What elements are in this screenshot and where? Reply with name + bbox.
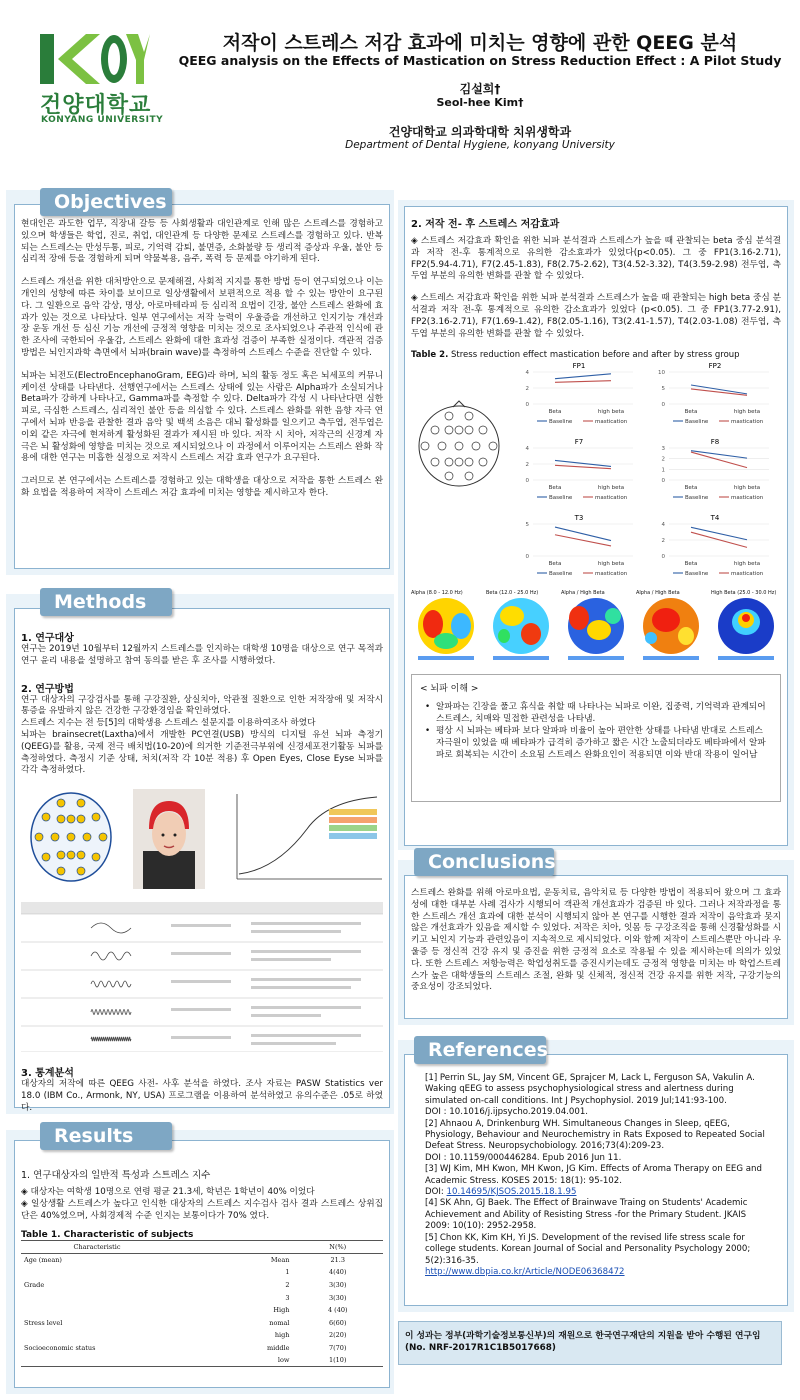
author-korean: 김설희† — [459, 82, 501, 96]
results-bullet: ◈ 대상자는 여학생 10명으로 연령 평균 21.3세, 학년은 1학년이 40% 이었다 — [21, 1187, 315, 1197]
reference-doi: DOI: 10.14695/KJSOS.2015.18.1.95 — [425, 1187, 577, 1198]
conclusions-heading: Conclusions — [414, 848, 554, 876]
y-tick-label: 0 — [661, 402, 665, 409]
chart-title: T3 — [574, 514, 584, 523]
table-row: high 2(20) — [274, 1331, 347, 1340]
y-tick-label: 0 — [661, 478, 665, 485]
stress-results-box — [404, 206, 788, 846]
reference-item: [1] Perrin SL, Jay SM, Vincent GE, Sprajcer M, Lack L, Ferguson SA, Vakulin A. Waking qEEG to assess psychophysiological stress and alertness during simulated on-call conditions. Int J Psychophysiol. 2019 Jul;141:93-100. — [425, 1073, 755, 1106]
y-tick-label: 2 — [661, 457, 665, 464]
results-box — [14, 1140, 390, 1388]
chart-title: FP1 — [572, 362, 586, 371]
x-tick-label: high beta — [733, 485, 761, 492]
legend-label: mastication — [595, 571, 628, 578]
x-tick-label: Beta — [548, 485, 562, 492]
topo-map: Alpha / High Beta — [561, 590, 631, 666]
legend-label: mastication — [731, 571, 764, 578]
methods-figure-row — [21, 789, 383, 894]
y-tick-label: 0 — [525, 554, 529, 561]
methods-section-title: 2. 연구방법 — [21, 683, 74, 695]
brain-topo-map-icon — [486, 596, 556, 662]
objectives-box — [14, 204, 390, 569]
reference-item: [3] WJ Kim, MH Kwon, MH Kwon, JG Kim. Effects of Aroma Therapy on EEG and Academic Stress. KOSES 2015: 18(1): 95-102. — [425, 1164, 762, 1186]
chart-title: F8 — [710, 438, 720, 447]
legend-label: Baseline — [549, 495, 573, 502]
y-tick-label: 2 — [525, 386, 529, 393]
logo-korean-text: 건양대학교 — [40, 93, 152, 118]
reference-item: [5] Chon KK, Kim KH, Yi JS. Development of the revised life stress scale for college students. Korean Journal of Social and Personality Psychology 2000; 5(2):316-35. — [425, 1232, 751, 1266]
university-logo-icon — [40, 32, 150, 86]
legend-label: Baseline — [685, 495, 709, 502]
table-row: Socioeconomic status middle 7(70) — [24, 1343, 347, 1352]
topo-map: High Beta (25.0 - 30.0 Hz) — [711, 590, 781, 666]
methods-text: 스트레스 지수는 전 등[5]의 대학생용 스트레스 설문지를 이용하여조사 하였다 — [21, 718, 316, 729]
legend-label: mastication — [731, 419, 764, 426]
x-tick-label: high beta — [597, 409, 625, 416]
objectives-paragraph: 뇌파는 뇌전도(ElectroEncephanoGram, EEG)라 하며, 뇌의 활동 정도 혹은 뇌세포의 커뮤니케이션 상태를 나타낸다. 선행연구에서는 스트레스 상태에 있는 사람은 Alpha파가 소실되거나 Beta파가 강하게 나타나고, Gamma파를 측정할 수 있다. Delta파가 각성 시 나타난다면 심한 피로, 극심한 스트레스, 심리적인 불안 등을 의심할 수 있다. 스트레스 완화를 위한 음향 자극 연구에서 뇌파 반응을 관찰한 결과 음악 및 백색 소음은 대뇌 활성화를 일으키고 측두엽, 전두엽은 이외 같은 자극에 현저하게 활성화된 결과가 제시된 바 있다. 저작 시 치아, 저작근의 신경계 자극은 뇌 활성화에 영향을 미치는 것으로 제시되었으나 이 과정에서 이루어지는 스트레스 완화 작용에 대한 연구는 미흡한 실정으로 저작시 스트레스 저감 효과 연구가 요구된다. — [21, 370, 383, 464]
brain-topo-map-icon — [711, 596, 781, 662]
dbpia-link[interactable]: http://www.dbpia.co.kr/Article/NODE06368472 — [425, 1266, 625, 1277]
y-tick-label: 2 — [661, 538, 665, 545]
line-chart — [526, 438, 634, 501]
methods-text: 대상자의 저작에 따른 QEEG 사전- 사후 분석을 하였다. 조사 자료는 PASW Statistics ver 18.0 (IBM Co., Armonk, NY, USA) 프로그램을 이용하여 분석하였고 유의수준은 .05로 하였다. — [21, 1079, 383, 1113]
brain-topo-map-icon — [411, 596, 481, 662]
y-tick-label: 5 — [525, 522, 529, 529]
table-row: High 4 (40) — [273, 1306, 348, 1315]
reference-link-row — [425, 1267, 767, 1278]
line-chart — [662, 514, 770, 577]
electrode-map-icon — [413, 400, 505, 500]
line-chart — [526, 514, 634, 577]
table-header-row: Characteristic N(%) — [21, 1241, 383, 1254]
methods-text: 뇌파는 brainsecret(Laxtha)에서 개발한 PC연결(USB) 방식의 디지털 유선 뇌파 측정기(QEEG)를 활용, 국제 전극 배치법(10-20)에 의거한 기준전극부위에 신경세포전기활동 뇌파를 측정하였다. 측정시 기준 상태, 처치(저작 각 10분 적용) 후 Open Eyes, Close Eyse 뇌파를 각각 측정하였다. — [21, 729, 383, 776]
characteristics-table — [21, 1240, 383, 1367]
legend-label: mastication — [595, 419, 628, 426]
reference-doi: DOI : 10.1016/j.ijpsycho.2019.04.001. — [425, 1107, 589, 1118]
brainwave-explainer-title: < 뇌파 이해 > — [420, 684, 479, 695]
chart-title: F7 — [574, 438, 584, 447]
arousal-curve-chart-icon — [217, 789, 387, 889]
series-line — [555, 535, 611, 546]
series-line — [555, 381, 611, 383]
brainwave-explainer-box — [411, 674, 781, 802]
y-tick-label: 5 — [661, 386, 665, 393]
results-section-title: 1. 연구대상자의 일반적 특성과 스트레스 지수 — [21, 1170, 211, 1181]
objectives-paragraph: 그러므로 본 연구에서는 스트레스를 경험하고 있는 대학생을 대상으로 저작을 통한 스트레스 완화 요법을 적용하여 저작이 스트레스 저감 효과에 미치는 영향을 제시하고자 한다. — [21, 476, 383, 498]
funding-acknowledgement: 이 성과는 정부(과학기술정보통신부)의 재원으로 한국연구재단의 지원을 받아 수행된 연구임(No. NRF-2017R1C1B5017668) — [398, 1321, 782, 1365]
brain-topo-map-icon — [636, 596, 706, 662]
chart-title: FP2 — [708, 362, 722, 371]
x-tick-label: high beta — [597, 561, 625, 568]
objectives-heading: Objectives — [40, 188, 172, 216]
objectives-paragraph: 현대인은 과도한 업무, 직장내 갈등 등 사회생활과 대인관계로 인해 많은 스트레스를 경험하고 있으며 학생들은 학업, 진로, 취업, 대인관계 등 다양한 문제로 스트레스를 경험하고 있다. 반복되는 스트레스는 만성두통, 피로, 기억력 감퇴, 불면증, 소화불량 등 생리적 증상과 우울, 불안 등 심리적 장애 등을 경험하게 되며 약물복용, 음주, 폭력 등 문제를 야기하게 된다. — [21, 219, 383, 265]
references-heading: References — [414, 1036, 546, 1064]
y-tick-label: 10 — [658, 370, 665, 377]
eeg-cap-photo-icon — [133, 789, 205, 889]
stress-bullet: ◈ 스트레스 저감효과 확인을 위한 뇌파 분석결과 스트레스가 높을 때 관찰되는 high beta 중심 분석결과 저작 전-후 통계적으로 유의한 감소효과가 있었다 (p<0.05). 그 중 FP1(3.77-2.91), FP2(3.16-2.71), F7(1.69-1.42), F8(2.05-1.16), T3(2.41-1.57), T4(2.03-1.08) 전두엽, 측두엽 부분의 유의한 변화를 관찰 할 수 있었다. — [411, 293, 781, 339]
table-row: Grade 2 3(30) — [24, 1280, 347, 1289]
y-tick-label: 0 — [661, 554, 665, 561]
stress-section-title: 2. 저작 전- 후 스트레스 저감효과 — [411, 219, 560, 230]
line-chart — [662, 438, 770, 501]
line-chart — [658, 362, 769, 425]
methods-section-title: 1. 연구대상 — [21, 633, 74, 644]
y-tick-label: 1 — [661, 467, 665, 474]
table-row: Age (mean) Mean 21.3 — [24, 1256, 345, 1265]
x-tick-label: high beta — [733, 409, 761, 416]
reference-item: [2] Ahnaou A, Drinkenburg WH. Simultaneous Changes in Sleep, qEEG, Physiology, Behaviour and Neurochemistry in Rats Exposed to Repeated Social Defeat Stress. Neuropsychobiology. 2016;73(4):209-23. — [425, 1118, 765, 1152]
electrode-line-charts — [511, 360, 783, 588]
legend-label: mastication — [595, 495, 628, 502]
table-row: 1 4(40) — [285, 1268, 347, 1277]
references-box — [404, 1054, 788, 1306]
legend-label: Baseline — [685, 419, 709, 426]
affiliation-korean: 건양대학교 의과학대학 치위생학과 — [388, 125, 572, 139]
y-tick-label: 4 — [661, 522, 665, 529]
x-tick-label: high beta — [597, 485, 625, 492]
list-item: • 평상 시 뇌파는 베타파 보다 알파파 비율이 높아 편안한 상태를 나타냄 반대로 스트레스 자극원이 있었을 때 베타파가 급격히 증가하고 짧은 시간 노출되더라도 베타파에서 알파파로 회복되는 시간이 소요됨 스트레스 완화요인이 적용되면 이와 반대 작용이 일어남 — [420, 726, 772, 761]
reference-doi: DOI : 10.1159/000446284. Epub 2016 Jun 11. — [425, 1152, 622, 1163]
x-tick-label: Beta — [684, 409, 698, 416]
logo-english-text: KONYANG UNIVERSITY — [41, 115, 164, 125]
y-tick-label: 4 — [525, 446, 529, 453]
author-english: Seol-hee Kim† — [436, 96, 524, 109]
legend-label: Baseline — [549, 571, 573, 578]
table2-figure — [411, 360, 781, 588]
table2-caption: Table 2. Stress reduction effect mastication before and after by stress group — [411, 350, 740, 361]
y-tick-label: 3 — [661, 446, 665, 453]
legend-label: Baseline — [685, 571, 709, 578]
conclusions-text: 스트레스 완화를 위해 아로마요법, 운동치료, 음악치료 등 다양한 방법이 적용되어 왔으며 그 효과성에 대한 대부분 사례 검사가 시행되어 객관적 개선효과가 검증된 바 있다. 그러나 저작과정을 통한 스트레스 개선 효과에 대한 분석이 시행되지 않아 본 연구를 시행한 결과 저작이 음악효과 못지 않은 개선효과가 있음을 제시할 수 있었다. 저작은 치아, 잇몸 등 구강조직을 통해 신경활성화를 시키고 뇌인지 기능과 관련있음이 지속적으로 제시되었다. 이와 함께 저작이 스트레스뿐만 아니라 우울증 등 정신적 건강 유지 및 증진을 위한 긍정적 요소로 작용될 수 있을 제시하는데 의의가 있었다. 또한 스트레스 저항능력은 학업성취도를 증진시키는데도 긍정적 영향을 미치는 바 학업스트레스가 높은 대학생들의 스트레스 조절, 완화 및 신체적, 정신적 건강 유지를 위한 저작, 구강기능의 중요성이 강조되었다. — [411, 888, 781, 993]
y-tick-label: 0 — [525, 478, 529, 485]
x-tick-label: high beta — [733, 561, 761, 568]
y-tick-label: 4 — [525, 370, 529, 377]
x-tick-label: Beta — [684, 485, 698, 492]
series-line — [691, 528, 747, 540]
methods-text: 연구 대상자의 구강검사를 통해 구강질환, 상실치아, 악관절 질환으로 인한 저작장애 및 저작시 통증을 유발하지 않은 건강한 구강환경임을 확인하였다. — [21, 694, 383, 717]
chart-title: T4 — [710, 514, 720, 523]
doi-link[interactable]: 10.14695/KJSOS.2015.18.1.95 — [446, 1187, 577, 1198]
list-item: • 알파파는 긴장을 풀고 휴식을 취할 때 나타나는 뇌파로 이완, 집중력, 기억력과 관계되어 스트레스, 치매와 밀접한 관련성을 나타냄. — [420, 702, 772, 726]
brainwave-types-table-icon — [21, 902, 383, 1052]
title-english: QEEG analysis on the Effects of Mastication on Stress Reduction Effect : A Pilot Study — [178, 53, 782, 68]
x-tick-label: Beta — [684, 561, 698, 568]
table1-caption: Table 1. Characteristic of subjects — [21, 1230, 194, 1241]
results-heading: Results — [40, 1122, 172, 1150]
series-line — [555, 374, 611, 379]
brain-topo-map-icon — [561, 596, 631, 662]
table-row: 3 3(30) — [285, 1293, 347, 1302]
legend-label: Baseline — [549, 419, 573, 426]
table-row: low 1(10) — [21, 1354, 383, 1367]
methods-heading: Methods — [40, 588, 172, 616]
affiliation-english: Department of Dental Hygiene, konyang University — [345, 139, 615, 151]
reference-item: [4] SK Ahn, GJ Baek. The Effect of Brainwave Traing on Students' Academic Achievement and Ability of Resisting Stress -for the Primary Student. JKAIS 2009: 10(10): 2952-2958. — [425, 1198, 748, 1232]
topographic-maps-row — [411, 590, 781, 666]
legend-label: mastication — [731, 495, 764, 502]
table-row: Stress level nomal 6(60) — [24, 1318, 347, 1327]
methods-box — [14, 608, 390, 1113]
series-line — [555, 527, 611, 541]
topo-map: Beta (12.0 - 25.0 Hz) — [486, 590, 556, 666]
results-bullet: ◈ 일상생활 스트레스가 높다고 인식한 대상자의 스트레스 지수검사 검사 결과 스트레스 상위집단은 40%였으며, 사회경제적 수준 인지는 보통이다가 70% 였다. — [21, 1198, 383, 1221]
methods-text: 연구는 2019년 10월부터 12월까지 스트레스를 인지하는 대학생 10명을 대상으로 연구 목적과 연구 윤리 내용을 설명하고 참여 동의를 받은 후 조사를 시행하였다. — [21, 644, 383, 666]
y-tick-label: 0 — [525, 402, 529, 409]
electrode-placement-diagram-icon — [21, 789, 121, 889]
conclusions-box — [404, 875, 788, 1019]
line-chart — [526, 362, 634, 425]
title-korean: 저작이 스트레스 저감 효과에 미치는 영향에 관한 QEEG 분석 — [222, 32, 738, 54]
stress-bullet: ◈ 스트레스 저감효과 확인을 위한 뇌파 분석결과 스트레스가 높을 때 관찰되는 beta 중심 분석결과 저작 전-후 통계적으로 유의한 감소효과가 있었다(p<0.05). 그 중 FP1(3.16-2.71), FP2(5.94-4.71), F7(2.45-1.83), F8(2.75-2.62), T3(4.52-3.32), T4(3.59-2.98) 전두엽, 측두엽 부분의 유의한 변화를 관찰 할 수 있었다. — [411, 236, 781, 282]
topo-map: Alpha / High Beta — [636, 590, 706, 666]
topo-map: Alpha (8.0 - 12.0 Hz) — [411, 590, 481, 666]
y-tick-label: 2 — [525, 462, 529, 469]
x-tick-label: Beta — [548, 561, 562, 568]
x-tick-label: Beta — [548, 409, 562, 416]
objectives-paragraph: 스트레스 개선을 위한 대처방안으로 문제해결, 사회적 지지를 통한 방법 등이 연구되었으나 이는 개인의 성향에 따른 차이를 보이므로 일상생활에서 보편적으로 적용 할 수 있는 방안이 요구된다. 그 일환으로 음악 감상, 명상, 아로마테라피 등 심리적 요법이 긴장, 불안 스트레스 완화에 효과가 있는 것으로 나타났다. 일부 연구에서는 저작 능력이 우울증을 개선하고 인지기능 개선과 장 운동 개선 등 심신 기능 개선에 긍정적 영향을 미치는 것으로 조사되었으나 주관적 인식에 관한 조사에 국한되어 우울감, 스트레스 완화에 대한 효과성 검증이 부족한 실정이다. 객관적 검증 방법은 뇌인지과학 측면에서 뇌파(brain wave)를 측정하여 스트레스 수준을 진단할 수 있다. — [21, 277, 383, 358]
methods-section-title: 3. 통계분석 — [21, 1068, 74, 1080]
